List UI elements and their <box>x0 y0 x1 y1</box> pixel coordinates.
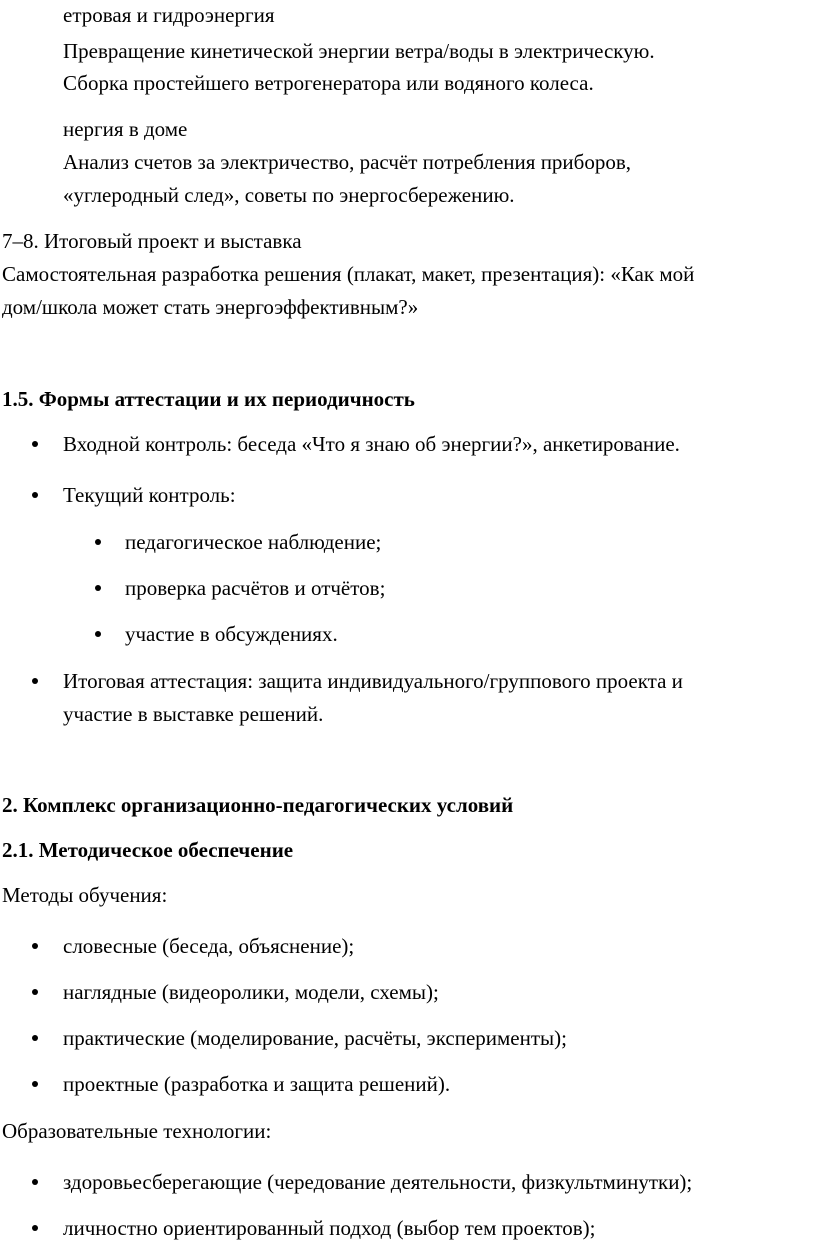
bullet-icon <box>32 492 38 498</box>
bullet-icon <box>32 989 38 995</box>
bullet-icon <box>32 1081 38 1087</box>
section-heading-1-5: 1.5. Формы аттестации и их периодичность <box>2 387 415 411</box>
bullet-icon <box>95 585 101 591</box>
method-item: словесные (беседа, объяснение); <box>63 934 355 958</box>
section-heading-2-1: 2.1. Методическое обеспечение <box>2 838 294 862</box>
bullet-icon <box>32 441 38 447</box>
topic-text-line: Сборка простейшего ветрогенератора или водяного колеса. <box>63 71 594 95</box>
topic-title-wind-hydro: етровая и гидроэнергия <box>63 3 275 27</box>
technology-item: личностно ориентированный подход (выбор тем проектов); <box>63 1216 596 1240</box>
bullet-icon <box>32 1179 38 1185</box>
sub-list-item: участие в обсуждениях. <box>125 622 338 646</box>
list-item-final-attestation: Итоговая аттестация: защита индивидуального/группового проекта и <box>63 669 683 693</box>
topic-text-line: Превращение кинетической энергии ветра/воды в электрическую. <box>63 39 655 63</box>
technologies-label: Образовательные технологии: <box>2 1119 272 1143</box>
list-item-entry-control: Входной контроль: беседа «Что я знаю об энергии?», анкетирование. <box>63 432 680 456</box>
bullet-icon <box>32 943 38 949</box>
bullet-icon <box>95 631 101 637</box>
list-item-current-control: Текущий контроль: <box>63 483 236 507</box>
final-project-text-line: Самостоятельная разработка решения (плакат, макет, презентация): «Как мой <box>2 262 695 286</box>
bullet-icon <box>32 678 38 684</box>
final-project-text-line: дом/школа может стать энергоэффективным?» <box>2 295 419 319</box>
topic-title-energy-home: нергия в доме <box>63 117 188 141</box>
method-item: практические (моделирование, расчёты, эксперименты); <box>63 1026 567 1050</box>
bullet-icon <box>32 1035 38 1041</box>
technology-item: здоровьесберегающие (чередование деятельности, физкультминутки); <box>63 1170 693 1194</box>
sub-list-item: проверка расчётов и отчётов; <box>125 576 386 600</box>
bullet-icon <box>95 539 101 545</box>
section-heading-2: 2. Комплекс организационно-педагогических условий <box>2 793 514 817</box>
method-item: проектные (разработка и защита решений). <box>63 1072 451 1096</box>
final-project-title: 7–8. Итоговый проект и выставка <box>2 229 302 253</box>
list-item-final-attestation-cont: участие в выставке решений. <box>63 702 324 726</box>
methods-label: Методы обучения: <box>2 883 168 907</box>
bullet-icon <box>32 1225 38 1231</box>
topic-text-line: «углеродный след», советы по энергосбережению. <box>63 183 515 207</box>
method-item: наглядные (видеоролики, модели, схемы); <box>63 980 439 1004</box>
sub-list-item: педагогическое наблюдение; <box>125 530 382 554</box>
topic-text-line: Анализ счетов за электричество, расчёт потребления приборов, <box>63 150 632 174</box>
